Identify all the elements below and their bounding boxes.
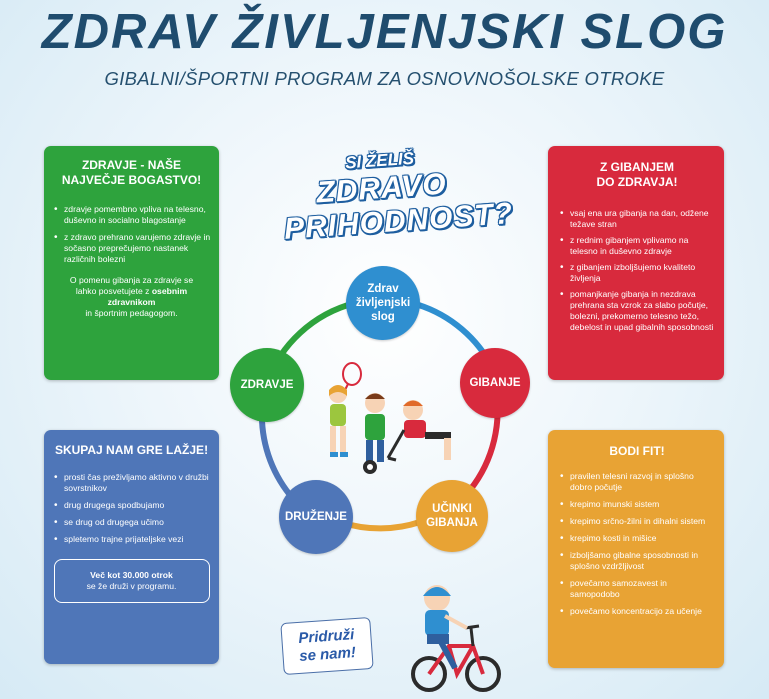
slogan-line1: SI ŽELIŠ [344, 148, 415, 173]
list-item: • z zdravo prehrano varujemo zdravje in sočasno preprečujemo nastanek različnih bolezni [52, 232, 211, 265]
card-movement-title [558, 160, 716, 190]
card-health-title-line2: NAJVEČJE BOGASTVO! [61, 173, 202, 187]
card-health-title [52, 158, 211, 188]
participants-box [54, 559, 210, 603]
slogan-line3: PRIHODNOST? [283, 196, 515, 246]
note-text-bold: osebnim zdravnikom [107, 286, 188, 307]
list-item: • zdravje pomembno vpliva na telesno, duševno in socialno blagostanje [52, 204, 211, 226]
card-health-list [52, 204, 211, 265]
node-ucinki-gibanja [416, 480, 488, 552]
list-item: • z gibanjem izboljšujemo kvaliteto življenja [558, 262, 716, 284]
node-healthy-lifestyle [346, 266, 420, 340]
list-item: • spletemo trajne prijateljske vezi [52, 534, 211, 545]
list-item: • prosti čas preživljamo aktivno v družbi sovrstnikov [52, 472, 211, 494]
node-zdravje-label: ZDRAVJE [240, 379, 294, 391]
node-gibanje [460, 348, 530, 418]
list-item: • vsaj ena ura gibanja na dan, odžene težave stran [558, 208, 716, 230]
participants-count: Več kot 30.000 otrok [90, 570, 173, 580]
list-item: • pomanjkanje gibanja in nezdrava prehrana sta vzrok za slabo počutje, bolezni, prekomerno telesno težo, debelost in upad gibalnih sposobnosti [558, 289, 716, 333]
card-health [44, 146, 219, 380]
node-center-line3: slog [371, 311, 395, 323]
join-us-line2: se nam! [298, 644, 357, 665]
list-item: • se drug od drugega učimo [52, 517, 211, 528]
node-healthy-lifestyle-label [356, 282, 410, 324]
slogan-line2: ZDRAVO [315, 167, 448, 210]
card-health-note [52, 275, 211, 319]
list-item: • krepimo kosti in mišice [558, 533, 716, 544]
node-druzenje [279, 480, 353, 554]
join-us-button[interactable] [280, 617, 373, 675]
card-together-title: SKUPAJ NAM GRE LAŽJE! [54, 443, 209, 457]
list-item: • pravilen telesni razvoj in splošno dobro počutje [558, 471, 716, 493]
list-item: • krepimo srčno-žilni in dihalni sistem [558, 516, 716, 527]
list-item: • drug drugega spodbujamo [52, 500, 211, 511]
card-together-list [52, 472, 211, 545]
node-ucinki-line1: UČINKI [432, 503, 472, 515]
node-center-line1: Zdrav [367, 283, 399, 295]
join-us-line1: Pridruži [297, 626, 355, 647]
ring-arc-navy [262, 410, 290, 495]
page-title: ZDRAV ŽIVLJENJSKI SLOG [41, 5, 728, 59]
list-item: • povečamo samozavest in samopodobo [558, 578, 716, 600]
card-fit [548, 430, 724, 668]
slogan [279, 143, 515, 247]
node-gibanje-label: GIBANJE [469, 377, 521, 389]
card-movement [548, 146, 724, 380]
list-item: • povečamo koncentracijo za učenje [558, 606, 716, 617]
kids-illustration [329, 363, 451, 474]
page-subtitle: GIBALNI/ŠPORTNI PROGRAM ZA OSNOVNOŠOLSKE OTROKE [104, 68, 665, 89]
node-zdravje [230, 348, 304, 422]
bike-kid-illustration [385, 576, 505, 696]
card-fit-list [558, 471, 716, 617]
node-ucinki-line2: GIBANJA [426, 517, 478, 529]
card-movement-title-line1: Z GIBANJEM [599, 160, 674, 174]
node-druzenje-label: DRUŽENJE [285, 511, 347, 523]
node-ucinki-label [426, 502, 478, 530]
list-item: • krepimo imunski sistem [558, 499, 716, 510]
list-item: • izboljšamo gibalne sposobnosti in splošno vzdržljivost [558, 550, 716, 572]
card-fit-title: BODI FIT! [609, 444, 665, 458]
note-text-post: in športnim pedagogom. [85, 308, 178, 318]
card-movement-title-line2: DO ZDRAVJA! [596, 175, 678, 189]
card-movement-list [558, 208, 716, 333]
node-center-line2: življenjski [355, 297, 411, 309]
participants-text: se že druži v programu. [86, 581, 177, 591]
card-together [44, 430, 219, 664]
card-health-title-line1: ZDRAVJE - NAŠE [81, 158, 182, 172]
note-text-pre: O pomenu gibanja za zdravje se lahko posvetujete z [69, 275, 194, 296]
list-item: • z rednim gibanjem vplivamo na telesno in duševno zdravje [558, 235, 716, 257]
